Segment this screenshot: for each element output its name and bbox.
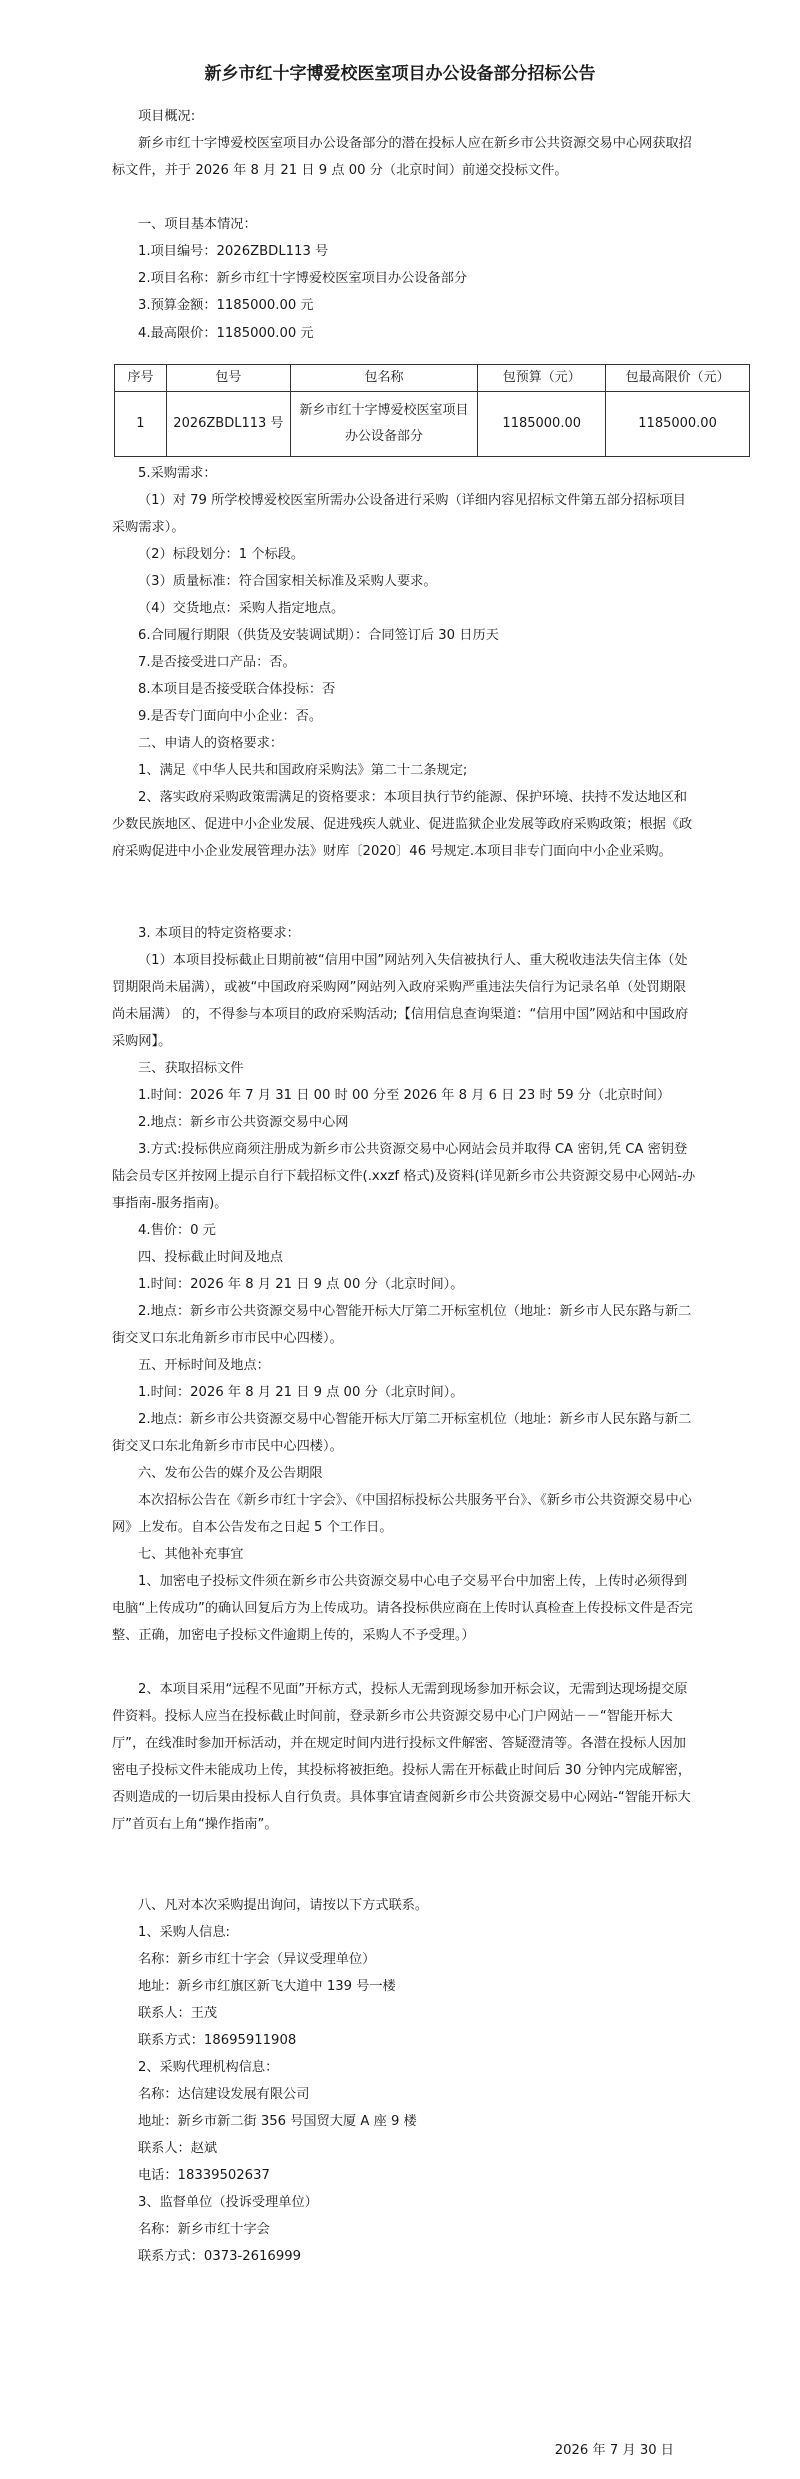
imported-products: 7.是否接受进口产品：否。 — [138, 655, 296, 670]
procurement-needs-heading: 5.采购需求： — [138, 466, 217, 481]
section-4-heading: 四、投标截止时间及地点 — [138, 1250, 284, 1265]
qualification-3-heading: 3. 本项目的特定资格要求： — [138, 926, 300, 941]
consortium-bid: 8.本项目是否接受联合体投标：否 — [138, 682, 336, 697]
purchaser-phone: 联系方式：18695911908 — [138, 2033, 297, 2048]
table-header-cell: 包最高限价（元） — [606, 365, 750, 392]
purchaser-heading: 1、采购人信息: — [138, 1925, 230, 1940]
qualification-1: 1、满足《中华人民共和国政府采购法》第二十二条规定; — [138, 763, 468, 778]
purchaser-address: 地址：新乡市红旗区新飞大道中 139 号一楼 — [138, 1979, 396, 1994]
table-row — [115, 392, 750, 457]
section-5-heading: 五、开标时间及地点： — [138, 1358, 270, 1373]
section-6-heading: 六、发布公告的媒介及公告期限 — [138, 1466, 323, 1481]
agency-contact: 联系人：赵斌 — [138, 2141, 218, 2156]
procurement-need-4: （4）交货地点：采购人指定地点。 — [138, 601, 345, 616]
deadline-time: 1.时间：2026 年 8 月 21 日 9 点 00 分（北京时间）。 — [138, 1277, 464, 1292]
obtain-price: 4.售价：0 元 — [138, 1223, 216, 1238]
procurement-need-1: （1）对 79 所学校博爱校医室所需办公设备进行采购（详细内容见招标文件第五部分招标项目采购需求）。 — [112, 493, 686, 535]
supervisor-name: 名称：新乡市红十字会 — [138, 2222, 270, 2237]
opening-place: 2.地点：新乡市公共资源交易中心智能开标大厅第二开标室机位（地址：新乡市人民东路与新二街交叉口东北角新乡市市民中心四楼）。 — [112, 1412, 692, 1454]
table-cell: 1185000.00 — [606, 392, 750, 457]
project-number: 1.项目编号：2026ZBDL113 号 — [138, 244, 329, 259]
procurement-need-3: （3）质量标准：符合国家相关标准及采购人要求。 — [138, 574, 437, 589]
section-3-heading: 三、获取招标文件 — [138, 1061, 244, 1076]
obtain-time: 1.时间：2026 年 7 月 31 日 00 时 00 分至 2026 年 8 月 6 日 23 时 59 分（北京时间） — [138, 1088, 671, 1103]
table-cell: 新乡市红十字博爱校医室项目办公设备部分 — [290, 392, 477, 457]
opening-time: 1.时间：2026 年 8 月 21 日 9 点 00 分（北京时间）。 — [138, 1385, 464, 1400]
obtain-place: 2.地点：新乡市公共资源交易中心网 — [138, 1115, 349, 1130]
document-title: 新乡市红十字博爱校医室项目办公设备部分招标公告 — [204, 64, 596, 84]
supplementary-1: 1、加密电子投标文件须在新乡市公共资源交易中心电子交易平台中加密上传，上传时必须得到电脑“上传成功”的确认回复后方为上传成功。请各投标供应商在上传时认真检查上传投标文件是否完整、正确，加密电子投标文件逾期上传的，采购人不予受理。） — [112, 1574, 693, 1643]
agency-phone: 电话：18339502637 — [138, 2168, 270, 2183]
agency-address: 地址：新乡市新二街 356 号国贸大厦 A 座 9 楼 — [138, 2114, 417, 2129]
contract-period: 6.合同履行期限（供货及安装调试期）：合同签订后 30 日历天 — [138, 628, 499, 643]
purchaser-name: 名称：新乡市红十字会（异议受理单位） — [138, 1952, 376, 1967]
table-header-row — [115, 365, 750, 392]
table-cell: 1 — [115, 392, 167, 457]
publication-media: 本次招标公告在《新乡市红十字会》、《中国招标投标公共服务平台》、《新乡市公共资源交易中心网》上发布。自本公告发布之日起 5 个工作日。 — [112, 1493, 692, 1535]
sme-only: 9.是否专门面向中小企业：否。 — [138, 709, 323, 724]
overview-text: 新乡市红十字博爱校医室项目办公设备部分的潜在投标人应在新乡市公共资源交易中心网获取招标文件，并于 2026 年 8 月 21 日 9 点 00 分（北京时间）前递交投标文件。 — [112, 136, 692, 178]
max-price: 4.最高限价：1185000.00 元 — [138, 326, 314, 341]
qualification-2: 2、落实政府采购政策需满足的资格要求：本项目执行节约能源、保护环境、扶持不发达地区和少数民族地区、促进中小企业发展、促进残疾人就业、促进监狱企业发展等政府采购政策；根据《政府采购促进中小企业发展管理办法》财库〔2020〕46 号规定.本项目非专门面向中小企业采购。 — [112, 790, 693, 859]
agency-name: 名称：达信建设发展有限公司 — [138, 2087, 310, 2102]
table-cell: 1185000.00 — [478, 392, 606, 457]
section-8-heading: 八、凡对本次采购提出询问，请按以下方式联系。 — [138, 1898, 429, 1913]
section-1-heading: 一、项目基本情况： — [138, 217, 257, 232]
section-7-heading: 七、其他补充事宜 — [138, 1547, 244, 1562]
supervisor-phone: 联系方式：0373-2616999 — [138, 2249, 301, 2264]
table-header-cell: 包预算（元） — [478, 365, 606, 392]
package-table — [114, 364, 750, 457]
purchaser-contact: 联系人：王茂 — [138, 2006, 218, 2021]
table-header-cell: 包名称 — [290, 365, 477, 392]
project-name: 2.项目名称：新乡市红十字博爱校医室项目办公设备部分 — [138, 271, 468, 286]
agency-heading: 2、采购代理机构信息： — [138, 2060, 279, 2075]
table-header-cell: 序号 — [115, 365, 167, 392]
overview-heading: 项目概况: — [138, 109, 196, 124]
table-cell: 2026ZBDL113 号 — [166, 392, 290, 457]
procurement-need-2: （2）标段划分：1 个标段。 — [138, 547, 305, 562]
budget-amount: 3.预算金额：1185000.00 元 — [138, 298, 314, 313]
qualification-3-detail: （1）本项目投标截止日期前被“信用中国”网站列入失信被执行人、重大税收违法失信主体（处罚期限尚未届满），或被“中国政府采购网”网站列入政府采购严重违法失信行为记录名单（处罚期限尚未届满） 的，不得参与本项目的政府采购活动;【信用信息查询渠道：“信用中国”网站和中国政府采购网】。 — [112, 953, 689, 1049]
table-header-cell: 包号 — [166, 365, 290, 392]
deadline-place: 2.地点：新乡市公共资源交易中心智能开标大厅第二开标室机位（地址：新乡市人民东路与新二街交叉口东北角新乡市市民中心四楼）。 — [112, 1304, 692, 1346]
supplementary-2: 2、本项目采用“远程不见面”开标方式，投标人无需到现场参加开标会议，无需到达现场提交原件资料。投标人应当在投标截止时间前，登录新乡市公共资源交易中心门户网站－－“智能开标大厅”，在线准时参加开标活动，并在规定时间内进行投标文件解密、答疑澄清等。各潜在投标人因加密电子投标文件未能成功上传，其投标将被拒绝。投标人需在开标截止时间后 30 分钟内完成解密，否则造成的一切后果由投标人自行负责。具体事宜请查阅新乡市公共资源交易中心网站-“智能开标大厅”首页右上角“操作指南”。 — [112, 1682, 692, 1832]
supervisor-heading: 3、监督单位（投诉受理单位） — [138, 2195, 318, 2210]
section-2-heading: 二、申请人的资格要求： — [138, 736, 284, 751]
obtain-method: 3.方式:投标供应商须注册成为新乡市公共资源交易中心网站会员并取得 CA 密钥,凭 CA 密钥登陆会员专区并按网上提示自行下载招标文件(.xxzf 格式)及资料(详见新乡市公共资源交易中心网站-办事指南-服务指南)。 — [112, 1142, 696, 1211]
document-date: 2026 年 7 月 30 日 — [554, 2443, 674, 2458]
